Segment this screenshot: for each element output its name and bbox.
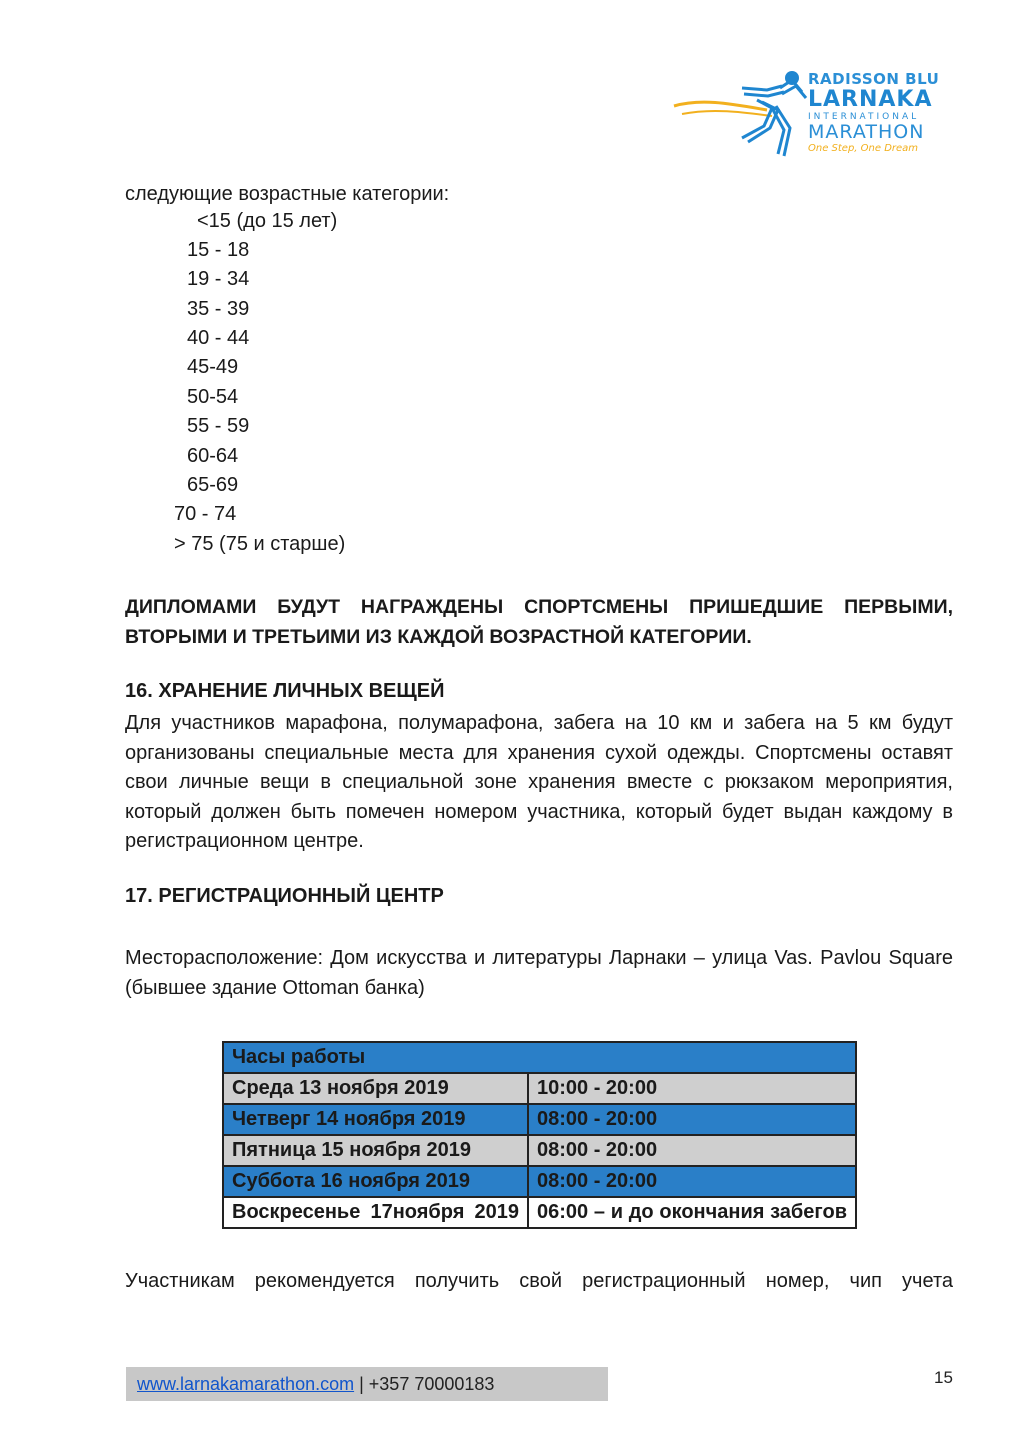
- day-cell: Воскресенье 17ноября 2019: [223, 1197, 528, 1228]
- logo-line1: RADISSON BLU: [808, 70, 940, 88]
- age-category: 50-54: [187, 386, 239, 408]
- time-cell: 08:00 - 20:00: [528, 1166, 856, 1197]
- age-category: 35 - 39: [187, 298, 250, 320]
- day-cell: Среда 13 ноября 2019: [223, 1073, 528, 1104]
- time-cell: 08:00 - 20:00: [528, 1104, 856, 1135]
- age-intro: следующие возрастные категории:: [125, 183, 450, 205]
- age-category: 60-64: [187, 445, 239, 467]
- age-category: 45-49: [187, 356, 239, 378]
- footer-contact: [137, 1374, 494, 1395]
- logo-line2: LARNAKA: [808, 87, 933, 112]
- time-cell: 06:00 – и до окончания забегов: [528, 1197, 856, 1228]
- logo-tagline: One Step, One Dream: [808, 143, 919, 154]
- time-cell: 08:00 - 20:00: [528, 1135, 856, 1166]
- table-row: [223, 1073, 856, 1104]
- hours-table: [222, 1041, 857, 1229]
- day-cell: Четверг 14 ноября 2019: [223, 1104, 528, 1135]
- age-category: 55 - 59: [187, 415, 250, 437]
- time-cell: 10:00 - 20:00: [528, 1073, 856, 1104]
- section-16-heading: 16. ХРАНЕНИЕ ЛИЧНЫХ ВЕЩЕЙ: [125, 680, 445, 702]
- table-header-row: [223, 1042, 856, 1073]
- awards-text: ДИПЛОМАМИ БУДУТ НАГРАЖДЕНЫ СПОРТСМЕНЫ ПРИШЕДШИЕ ПЕРВЫМИ, ВТОРЫМИ И ТРЕТЬИМИ ИЗ КАЖДОЙ ВОЗРАСТНОЙ КАТЕГОРИИ.: [125, 596, 953, 648]
- location-text: Месторасположение: Дом искусства и литературы Ларнаки – улица Vas. Pavlou Square (бывшее здание Ottoman банка): [125, 947, 953, 999]
- table-row: [223, 1197, 856, 1228]
- logo: [808, 72, 939, 154]
- age-category: 65-69: [187, 474, 239, 496]
- footer-phone: +357 70000183: [368, 1374, 495, 1394]
- age-category: 40 - 44: [187, 327, 250, 349]
- section-17-heading: 17. РЕГИСТРАЦИОННЫЙ ЦЕНТР: [125, 885, 444, 907]
- logo-line4: MARATHON: [808, 121, 925, 143]
- footer-separator: |: [354, 1374, 369, 1394]
- age-category: 70 - 74: [174, 503, 237, 525]
- age-category: 19 - 34: [187, 268, 250, 290]
- table-row: [223, 1104, 856, 1135]
- table-header: Часы работы: [223, 1042, 856, 1073]
- day-cell: Суббота 16 ноября 2019: [223, 1166, 528, 1197]
- age-category: <15 (до 15 лет): [197, 210, 338, 232]
- page-number: 15: [934, 1368, 953, 1387]
- website-link[interactable]: www.larnakamarathon.com: [137, 1374, 355, 1394]
- age-category: > 75 (75 и старше): [174, 533, 346, 555]
- closing-text: Участникам рекомендуется получить свой регистрационный номер, чип учета: [125, 1270, 953, 1292]
- day-cell: Пятница 15 ноября 2019: [223, 1135, 528, 1166]
- table-row: [223, 1135, 856, 1166]
- age-category: 15 - 18: [187, 239, 250, 261]
- table-row: [223, 1166, 856, 1197]
- section-16-body: Для участников марафона, полумарафона, забега на 10 км и забега на 5 км будут организованы специальные места для хранения сухой одежды. Спортсмены оставят свои личные вещи в специальной зоне хранения вместе с рюкзаком мероприятия, который должен быть помечен номером участника, который будет выдан каждому в регистрационном центре.: [125, 712, 953, 852]
- logo-line3: INTERNATIONAL: [808, 112, 920, 122]
